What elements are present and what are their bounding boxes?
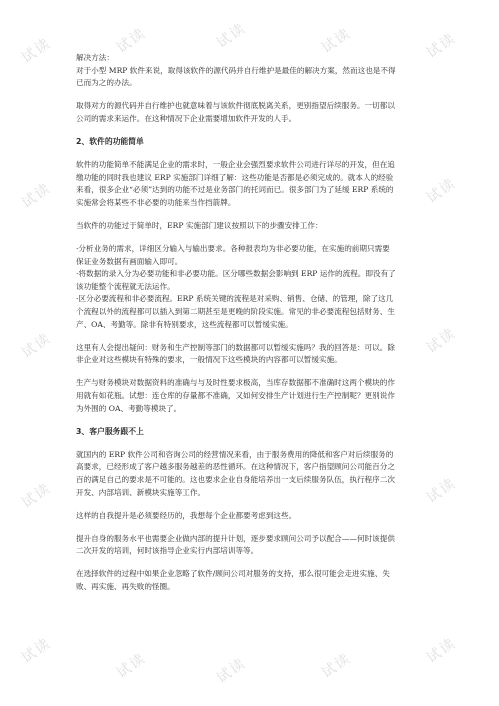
text-line: 来看，很多企业“必须”达到的功能不过是业务部门的托词而已。很多部门为了延缓 ERP 系统的 (76, 185, 394, 195)
paragraph (76, 100, 430, 125)
watermark: 试读 (423, 175, 460, 207)
paragraph (76, 533, 430, 558)
text-line: 非企业对这些模块有特殊的要求，一般情况下这些模块的内容都可以暂缓实施。 (76, 355, 342, 365)
text-line: 用就有如花瓶。试想：连仓库的存量都不准确，又如何安排生产计划进行生产控制呢？更别说作 (76, 390, 395, 400)
list-line: 个流程以外的流程都可以插入到第二期甚至是更晚的阶段实施。常见的非必要流程包括财务、生 (76, 307, 395, 316)
text-line: 当软件的功能过于简单时，ERP 实施部门建议按照以下的步骤安排工作： (76, 220, 323, 230)
list-line: 产、OA、考勤等。除非有特别要求，这些流程都可以暂缓实施。 (76, 319, 293, 329)
text-line: 这样的自我提升是必须要经历的，我想每个企业都要考虑到这些。 (76, 510, 297, 520)
watermark: 试读 (113, 25, 150, 57)
paragraph (76, 342, 430, 367)
watermark: 试读 (18, 35, 55, 67)
watermark: 试读 (423, 325, 460, 357)
paragraph (76, 220, 430, 233)
text-line: 已而为之的办法。 (76, 78, 137, 88)
text-line: 提升自身的服务水平也需要企业做内部的提升计划，逐步要求顾问公司予以配合——何时该提供 (76, 533, 395, 543)
text-line: 这里有人会提出疑问：财务和生产控制等部门的数据都可以暂缓实施吗？我的回答是：可以。除 (76, 342, 395, 352)
text-line: 生产与财务模块对数据资料的准确与与及时性要求极高，当库存数据都不准确时这两个模块的作 (76, 378, 395, 388)
text-line: 实施常会将某些不非必要的功能来当作挡箭牌。 (76, 197, 236, 207)
bullet-list (76, 243, 430, 331)
watermark: 试读 (213, 655, 250, 687)
text-line: 在选择软件的过程中如果企业忽略了软件/顾问公司对服务的支持，那么很可能会走进实施、失 (76, 569, 390, 579)
text-line: 败、再实施、再失败的怪圈。 (76, 582, 175, 591)
text-line: 对于小型 MRP 软件来说，取得该软件的源代码并自行维护是最佳的解决方案，然而这也是不得 (76, 65, 396, 75)
watermark: 试读 (113, 650, 150, 682)
watermark: 试读 (18, 635, 55, 667)
watermark: 试读 (18, 480, 55, 512)
document-body (76, 52, 430, 604)
paragraph (76, 159, 430, 209)
watermark: 试读 (18, 180, 55, 212)
watermark: 试读 (423, 635, 460, 667)
section-heading: 3、客户服务跟不上 (76, 426, 144, 436)
text-line: 百的满足自己的要求是不可能的。这也要求企业自身能培养出一支后续服务队伍，执行程序二次 (76, 474, 395, 484)
list-line: ·分析业务的需求，详细区分输入与输出要求。各种报表均为非必要功能，在实施的前期只需要 (76, 244, 390, 254)
list-line: 保证业务数据有画面输入即可。 (76, 256, 183, 266)
text-line: 开发、内部培训、新模块实施等工作。 (76, 487, 206, 497)
text-line: 取得对方的源代码并自行维护也就意味着与该软件彻底脱离关系，更别指望后续服务。一切都以 (76, 101, 395, 111)
paragraph (76, 52, 430, 90)
list-line: ·将数据的录入分为必要功能和非必要功能。区分哪些数据会影响到 ERP 运作的流程。即没有了 (76, 269, 396, 279)
list-line: ·区分必要流程和非必要流程。ERP 系统关键的流程是对采购、销售、仓储、的管理，除了这几 (76, 294, 394, 304)
text-line: 软件的功能简单不能满足企业的需求时，一般企业会强烈要求软件公司进行详尽的开发，但在追 (76, 160, 395, 170)
text-line: 二次开发的培训，何时该指导企业实行内部培训等等。 (76, 546, 259, 556)
paragraph (76, 568, 430, 593)
watermark: 试读 (318, 25, 355, 57)
text-line: 为外围的 OA、考勤等模块了。 (76, 403, 182, 413)
text-line: 就国内的 ERP 软件公司和咨询公司的经营情况来看，由于服务费用的降低和客户对后续服务的 (76, 449, 394, 459)
watermark: 试读 (423, 475, 460, 507)
text-line: 解决方法： (76, 53, 114, 62)
watermark: 试读 (213, 20, 250, 52)
paragraph (76, 510, 430, 523)
text-line: 缴功能的同时我也建议 ERP 实施部门详细了解：这些功能是否都是必须完成的。就本人的经验 (76, 172, 394, 182)
text-line: 高要求，已经形成了客户越多服务越差的恶性循环。在这种情况下，客户指望顾问公司能百分之 (76, 462, 395, 472)
section-heading: 2、软件的功能简单 (76, 136, 144, 146)
watermark: 试读 (18, 330, 55, 362)
text-line: 公司的需求来运作。在这种情况下企业需要增加软件开发的人手。 (76, 113, 297, 123)
paragraph (76, 377, 430, 415)
paragraph (76, 449, 430, 499)
list-line: 该功能整个流程就无法运作。 (76, 281, 175, 291)
watermark: 试读 (318, 650, 355, 682)
watermark: 试读 (423, 30, 460, 62)
